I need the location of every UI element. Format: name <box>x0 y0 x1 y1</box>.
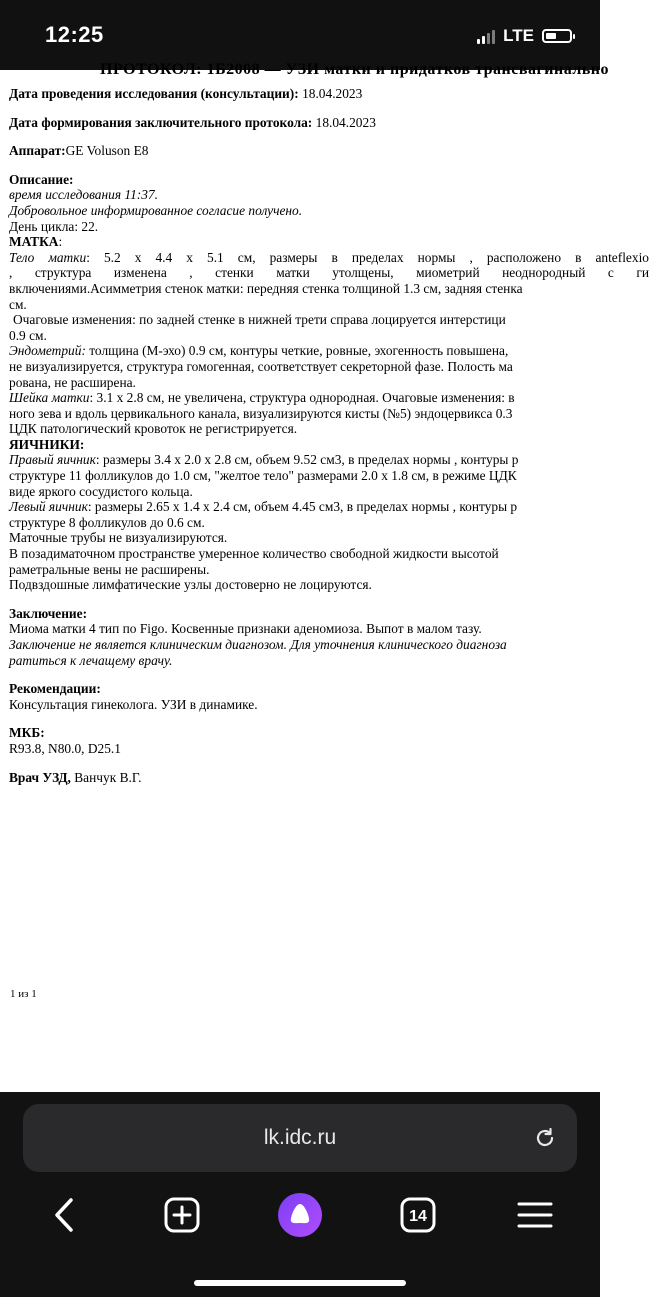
tabs-button[interactable] <box>395 1192 441 1238</box>
endometrium-label: Эндометрий: <box>9 343 86 359</box>
uterus-colon: : <box>58 234 63 250</box>
back-button[interactable] <box>42 1192 88 1238</box>
uterus-body-line-4: см. <box>9 296 27 312</box>
document-heading: ПРОТОКОЛ: 1Б2008 — УЗИ матки и придатков трансвагинально <box>100 61 610 78</box>
uterus-label: МАТКА <box>9 234 59 250</box>
cycle-day: День цикла: 22. <box>9 218 99 234</box>
recommendations-label: Рекомендации: <box>9 681 101 697</box>
device-value: GE Voluson E8 <box>65 143 149 159</box>
device-label: Аппарат: <box>9 143 66 159</box>
network-type: LTE <box>503 26 534 45</box>
conclusion-text: Миома матки 4 тип по Figo. Косвенные признаки аденомиоза. Выпот в малом тазу. <box>9 621 482 637</box>
menu-button[interactable] <box>512 1192 558 1238</box>
endometrium-line-2: не визуализируется, структура гомогенная, соответствует секреторной фазе. Полость ма <box>9 358 513 374</box>
focal-changes-line-1: Очаговые изменения: по задней стенке в нижней трети справа лоцируется интерстици <box>13 312 506 328</box>
browser-nav-row <box>0 1192 600 1238</box>
battery-icon <box>542 29 572 43</box>
tabs-counter-icon <box>400 1197 436 1233</box>
left-ovary-line-1: : размеры 2.65 х 1.4 х 2.4 см, объем 4.45 см3, в пределах нормы , контуры р <box>87 499 518 515</box>
fluid-line-2: раметральные вены не расширены. <box>9 561 210 577</box>
description-label: Описание: <box>9 171 74 187</box>
cervix-line-3: ЦДК патологический кровоток не регистрируется. <box>9 421 298 437</box>
assistant-button[interactable] <box>277 1192 323 1238</box>
doctor-name: Ванчук В.Г. <box>70 769 142 785</box>
uterus-body-line-1: : 5.2 х 4.4 х 5.1 см, размеры в пределах нормы , расположено в anteflexio <box>86 249 649 265</box>
lymph-nodes-text: Подвздошные лимфатические узлы достоверно не лоцируются. <box>9 577 372 593</box>
consent-text: Добровольное информированное согласие получено. <box>9 202 303 218</box>
endometrium-line-3: рована, не расширена. <box>9 374 136 390</box>
endometrium-line-1: толщина (М-эхо) 0.9 см, контуры четкие, ровные, эхогенность повышена, <box>85 343 509 359</box>
recommendations-text: Консультация гинеколога. УЗИ в динамике. <box>9 696 258 712</box>
browser-toolbar <box>0 1092 600 1297</box>
final-date: 18.04.2023 <box>315 114 376 130</box>
address-bar[interactable] <box>23 1104 577 1172</box>
uterus-body-line-3: включениями.Асимметрия стенок матки: передняя стенка толщиной 1.3 см, задняя стенка <box>9 280 523 296</box>
focal-changes-line-2: 0.9 см. <box>9 327 47 343</box>
doctor-label: Врач УЗД, <box>9 769 71 785</box>
alice-assistant-icon <box>277 1192 323 1238</box>
cervix-label: Шейка матки <box>9 390 90 406</box>
status-bar <box>0 0 600 70</box>
exam-date: 18.04.2023 <box>302 86 363 101</box>
pdf-document-view[interactable] <box>0 61 649 1092</box>
mkb-codes: R93.8, N80.0, D25.1 <box>9 740 121 756</box>
final-date-label: Дата формирования заключительного протокола: <box>9 114 313 130</box>
exam-time: время исследования 11:37. <box>9 187 158 203</box>
tubes-text: Маточные трубы не визуализируются. <box>9 530 228 546</box>
right-ovary-line-2: структуре 11 фолликулов до 1.0 см, "желтое тело" размерами 2.0 х 1.8 см, в режиме ЦДК <box>9 468 517 484</box>
left-ovary-label: Левый яичник <box>9 499 88 515</box>
status-indicators <box>477 26 572 46</box>
tab-count: 14 <box>409 1208 427 1225</box>
page-number: 1 из 1 <box>10 988 37 1000</box>
cellular-signal-icon <box>477 28 495 44</box>
disclaimer-line-2: ратиться к лечащему врачу. <box>9 652 173 668</box>
new-tab-button[interactable] <box>159 1192 205 1238</box>
address-url[interactable]: lk.idc.ru <box>263 1126 337 1149</box>
right-ovary-line-3: виде яркого сосудистого кольца. <box>9 483 193 499</box>
hamburger-menu-icon <box>517 1201 553 1229</box>
cervix-line-1: : 3.1 х 2.8 см, не увеличена, структура однородная. Очаговые изменения: в <box>89 390 515 406</box>
right-ovary-label: Правый яичник <box>9 452 96 468</box>
left-ovary-line-2: структуре 8 фолликулов до 0.6 см. <box>9 514 205 530</box>
cervix-line-2: ного зева и вдоль цервикального канала, визуализируются кисты (№5) эндоцервикса 0.3 <box>9 405 513 421</box>
disclaimer-line-1: Заключение не является клиническим диагнозом. Для уточнения клинического диагноза <box>9 637 507 652</box>
reload-icon[interactable] <box>533 1126 557 1150</box>
right-ovary-line-1: : размеры 3.4 х 2.0 х 2.8 см, объем 9.52 см3, в пределах нормы , контуры р <box>95 452 519 468</box>
conclusion-label: Заключение: <box>9 605 88 621</box>
fluid-line-1: В позадиматочном пространстве умеренное количество свободной жидкости высотой <box>9 546 499 562</box>
exam-date-label: Дата проведения исследования (консультации): <box>9 86 299 101</box>
back-arrow-icon <box>51 1197 79 1233</box>
ovaries-label: ЯИЧНИКИ: <box>9 436 85 452</box>
uterus-body-label: Тело матки <box>9 249 87 265</box>
new-tab-plus-icon <box>164 1197 200 1233</box>
status-time: 12:25 <box>45 22 104 47</box>
uterus-body-line-2: , структура изменена , стенки матки утолщены, миометрий неоднородный с ги <box>9 265 649 281</box>
document-body <box>9 86 649 785</box>
home-indicator[interactable] <box>194 1280 406 1286</box>
mkb-label: МКБ: <box>9 725 45 741</box>
